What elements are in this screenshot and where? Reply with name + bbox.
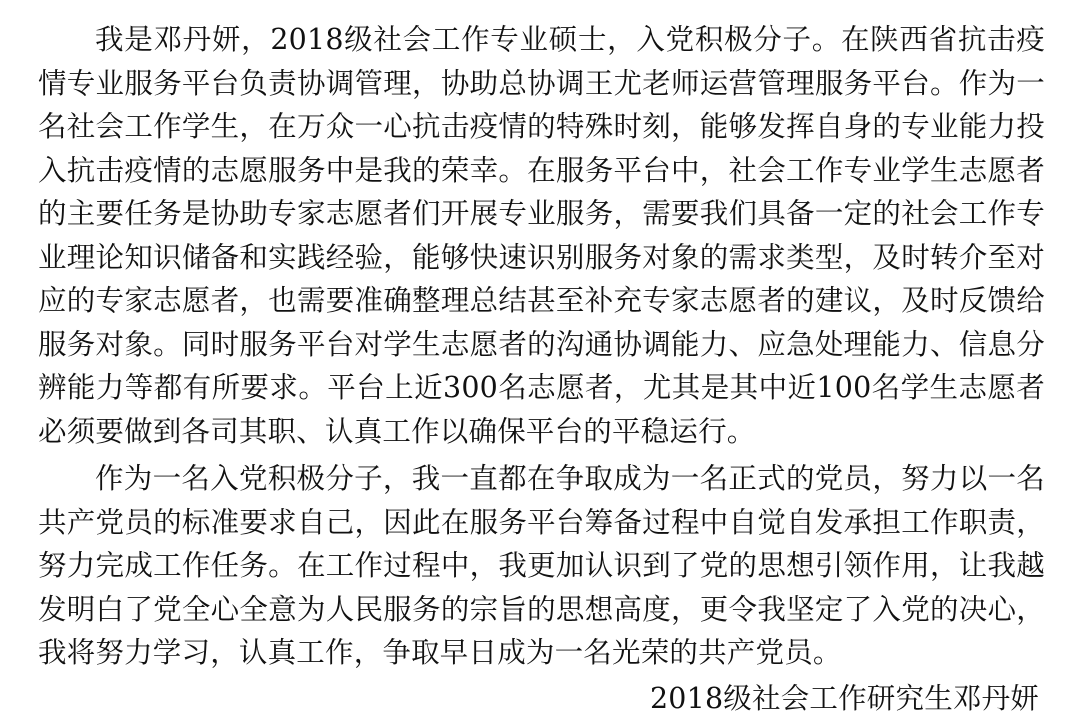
document-body: [38, 18, 1045, 720]
paragraph-2: 作为一名入党积极分子，我一直都在争取成为一名正式的党员，努力以一名共产党员的标准要求自己，因此在服务平台筹备过程中自觉自发承担工作职责，努力完成工作任务。在工作过程中，我更加认识到了党的思想引领作用，让我越发明白了党全心全意为人民服务的宗旨的思想高度，更令我坚定了入党的决心，我将努力学习，认真工作，争取早日成为一名光荣的共产党员。: [38, 457, 1045, 675]
signature-line: 2018级社会工作研究生邓丹妍: [38, 677, 1045, 720]
paragraph-1: 我是邓丹妍，2018级社会工作专业硕士，入党积极分子。在陕西省抗击疫情专业服务平台负责协调管理，协助总协调王尤老师运营管理服务平台。作为一名社会工作学生，在万众一心抗击疫情的特殊时刻，能够发挥自身的专业能力投入抗击疫情的志愿服务中是我的荣幸。在服务平台中，社会工作专业学生志愿者的主要任务是协助专家志愿者们开展专业服务，需要我们具备一定的社会工作专业理论知识储备和实践经验，能够快速识别服务对象的需求类型，及时转介至对应的专家志愿者，也需要准确整理总结甚至补充专家志愿者的建议，及时反馈给服务对象。同时服务平台对学生志愿者的沟通协调能力、应急处理能力、信息分辨能力等都有所要求。平台上近300名志愿者，尤其是其中近100名学生志愿者必须要做到各司其职、认真工作以确保平台的平稳运行。: [38, 18, 1045, 453]
